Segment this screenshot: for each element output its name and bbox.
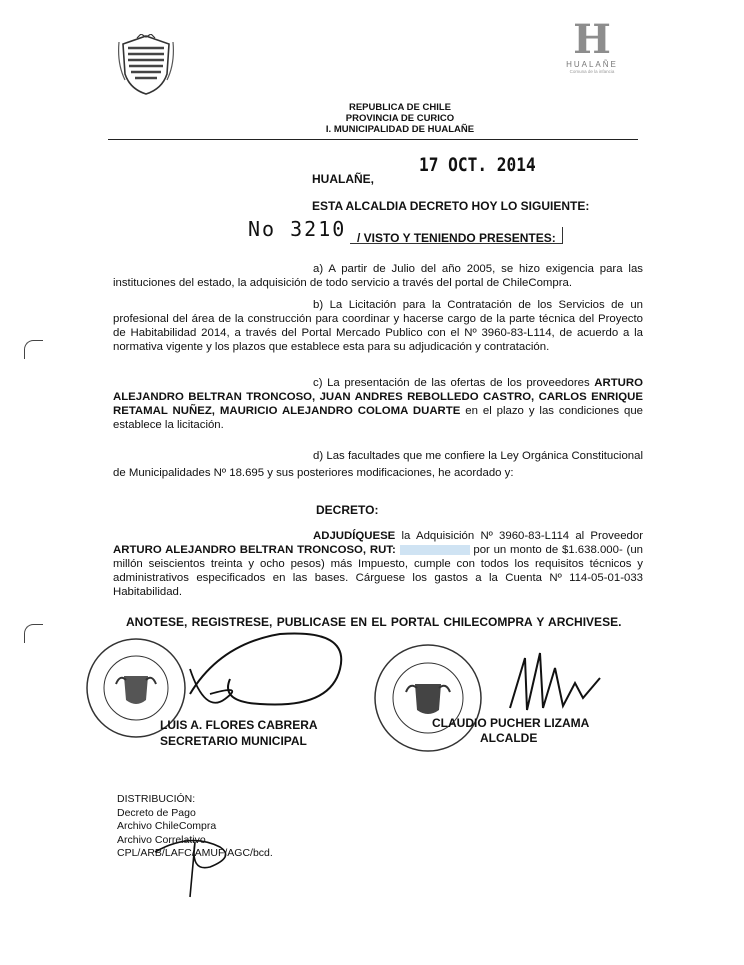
decree-number bbox=[248, 217, 347, 241]
initials-scribble bbox=[150, 812, 240, 906]
alcalde-stamp bbox=[372, 642, 484, 758]
adjudiquese-paragraph bbox=[113, 529, 643, 599]
decree-number-label: No bbox=[248, 217, 277, 241]
header-line-2: PROVINCIA DE CURICO bbox=[345, 113, 455, 124]
visto-heading: / VISTO Y TENIENDO PRESENTES: bbox=[357, 231, 556, 245]
paragraph-d-text: d) Las facultades que me confiere la Ley Orgánica Constitucional de Municipalidades Nº 18.695 y sus posteriores modificaciones, he acordado y: bbox=[113, 450, 643, 479]
paragraph-b bbox=[113, 298, 643, 354]
paragraph-b-text: b) La Licitación para la Contratación de los Servicios de un profesional del área de la construcción para coordinar y hacerse cargo de la parte técnica del Proyecto de Habitabilidad 2014, a través del Portal Mercado Publico con el Nº 3960-83-L114, de acuerdo a la normativa vigente y los plazos que establece esta para su adjudicación y contratación. bbox=[113, 299, 643, 353]
distribution-item: Archivo Correlativo bbox=[117, 833, 206, 846]
municipal-crest bbox=[117, 34, 175, 96]
redacted-rut bbox=[400, 545, 470, 555]
logo-tagline: Comuna de la infancia bbox=[569, 69, 615, 74]
stamped-date: 17 OCT. 2014 bbox=[419, 154, 536, 176]
awardee-name: ARTURO ALEJANDRO BELTRAN TRONCOSO, RUT: bbox=[113, 544, 396, 556]
punch-hole-mark bbox=[24, 340, 43, 359]
header-line-3: I. MUNICIPALIDAD DE HUALAÑE bbox=[325, 124, 475, 135]
paragraph-c-names: ARTURO ALEJANDRO BELTRAN TRONCOSO, JUAN ANDRES REBOLLEDO CASTRO, CARLOS ENRIQUE RETAMAL NUÑEZ, MAURICIO ALEJANDRO COLOMA DUARTE bbox=[113, 377, 643, 417]
closing-statement: ANOTESE, REGISTRESE, PUBLICASE EN EL PORTAL CHILECOMPRA Y ARCHIVESE. bbox=[126, 615, 622, 629]
decree-intro: ESTA ALCALDIA DECRETO HOY LO SIGUIENTE: bbox=[312, 199, 590, 213]
punch-hole-mark bbox=[24, 624, 43, 643]
header-rule bbox=[108, 139, 638, 140]
signer-right-title: ALCALDE bbox=[480, 731, 538, 745]
adjudiquese-text-2: por un monto de $1.638.000- (un millón seiscientos treinta y ocho pesos) más Impuesto, cumple con todos los requisitos técnicos y administrativos especificados en las bases. Cárguese los gastos a la Cuenta Nº 114-05-01-033 Habitabilidad. bbox=[113, 544, 643, 598]
adjudiquese-text-1: la Adquisición Nº 3960-83-L114 al Proveedor bbox=[401, 530, 643, 542]
signer-left-name: LUIS A. FLORES CABRERA bbox=[160, 718, 318, 732]
header-line-1: REPUBLICA DE CHILE bbox=[348, 102, 452, 113]
paragraph-c bbox=[113, 376, 643, 432]
decree-number-value: 3210 bbox=[290, 217, 347, 241]
decreto-heading: DECRETO: bbox=[316, 503, 379, 517]
distribution-item: Archivo ChileCompra bbox=[117, 820, 217, 832]
paragraph-c-end: en el plazo y las condiciones que establece la licitación. bbox=[113, 405, 644, 431]
distribution-item: Decreto de Pago bbox=[117, 806, 196, 819]
paragraph-a-text: a) A partir de Julio del año 2005, se hizo exigencia para las instituciones del estado, la adquisición de todo servicio a través del portal de ChileCompra. bbox=[113, 263, 643, 289]
hualane-logo bbox=[556, 16, 628, 80]
paragraph-a bbox=[113, 262, 643, 290]
location: HUALAÑE, bbox=[312, 172, 374, 186]
distribution-title: DISTRIBUCIÓN: bbox=[117, 793, 196, 805]
signer-left-title: SECRETARIO MUNICIPAL bbox=[160, 734, 307, 748]
logo-mark: H bbox=[573, 16, 611, 63]
document-header bbox=[290, 102, 510, 135]
paragraph-d bbox=[113, 448, 643, 482]
distribution-item: CPL/ARB/LAFC/AMUF/AGC/bcd. bbox=[117, 847, 273, 859]
logo-name: HUALAÑE bbox=[566, 60, 618, 69]
paragraph-c-start: c) La presentación de las ofertas de los proveedores bbox=[313, 377, 590, 389]
signer-right-name: CLAUDIO PUCHER LIZAMA bbox=[432, 716, 590, 730]
adjudiquese-word: ADJUDÍQUESE bbox=[313, 530, 396, 542]
